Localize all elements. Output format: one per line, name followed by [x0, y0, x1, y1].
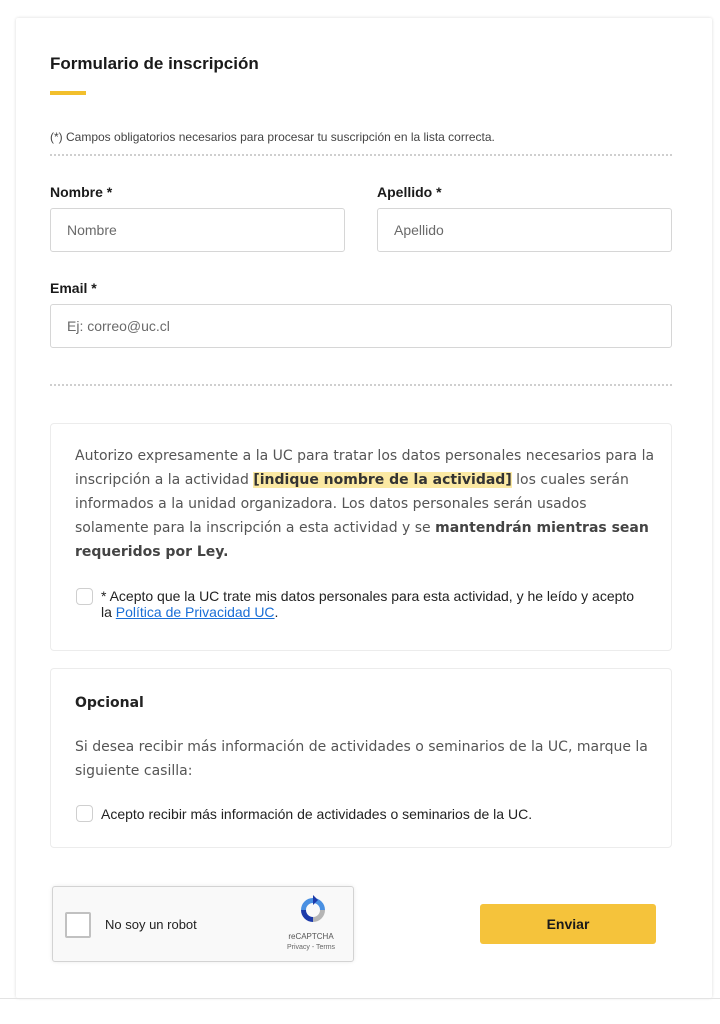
- recaptcha-privacy-terms[interactable]: Privacy - Terms: [286, 944, 336, 951]
- required-note: (*) Campos obligatorios necesarios para procesar tu suscripción en la lista correcta.: [50, 130, 495, 144]
- consent-text-part1: Autorizo expresamente a la UC para tratar los datos personales necesarios para la inscripción a la actividad: [75, 448, 655, 488]
- activity-placeholder-highlight: [indique nombre de la actividad]: [253, 472, 512, 488]
- recaptcha-logo-icon: [295, 895, 331, 925]
- nombre-input[interactable]: [50, 208, 345, 252]
- form-card: [16, 18, 712, 998]
- optional-box: [50, 668, 672, 848]
- consent-text: [75, 444, 655, 564]
- privacy-consent-end: .: [274, 604, 279, 620]
- privacy-consent-text: * Acepto que la UC trate mis datos personales para esta actividad, y he leído y acepto la: [101, 588, 635, 620]
- consent-text-bold: mantendrán mientras sean requeridos por Ley.: [75, 520, 649, 560]
- divider-middle: [50, 384, 672, 386]
- privacy-policy-link[interactable]: Política de Privacidad UC: [115, 604, 275, 620]
- optional-text: Si desea recibir más información de actividades o seminarios de la UC, marque la siguiente casilla:: [75, 739, 648, 779]
- submit-button[interactable]: Enviar: [480, 904, 656, 944]
- email-label: Email *: [50, 280, 97, 296]
- recaptcha-brand: reCAPTCHA: [288, 932, 334, 941]
- privacy-consent-checkbox[interactable]: [76, 588, 93, 605]
- consent-text-part2: los cuales serán informados a la unidad organizadora. Los datos personales serán usados solamente para la inscripción a esta actividad y se: [75, 472, 629, 536]
- optional-title: Opcional: [75, 695, 144, 711]
- form-title: Formulario de inscripción: [50, 54, 259, 73]
- apellido-label: Apellido *: [377, 184, 442, 200]
- consent-box: [50, 423, 672, 651]
- recaptcha-label: No soy un robot: [105, 917, 197, 932]
- more-info-label: Acepto recibir más información de actividades o seminarios de la UC.: [101, 806, 533, 822]
- divider-top: [50, 154, 672, 156]
- page-bottom-divider: [0, 998, 720, 999]
- apellido-input[interactable]: [377, 208, 672, 252]
- title-underline: [50, 91, 86, 95]
- more-info-checkbox[interactable]: [76, 805, 93, 822]
- email-input[interactable]: [50, 304, 672, 348]
- recaptcha-widget: [52, 886, 354, 962]
- privacy-consent-label: [101, 588, 641, 620]
- recaptcha-checkbox[interactable]: [65, 912, 91, 938]
- nombre-label: Nombre *: [50, 184, 113, 200]
